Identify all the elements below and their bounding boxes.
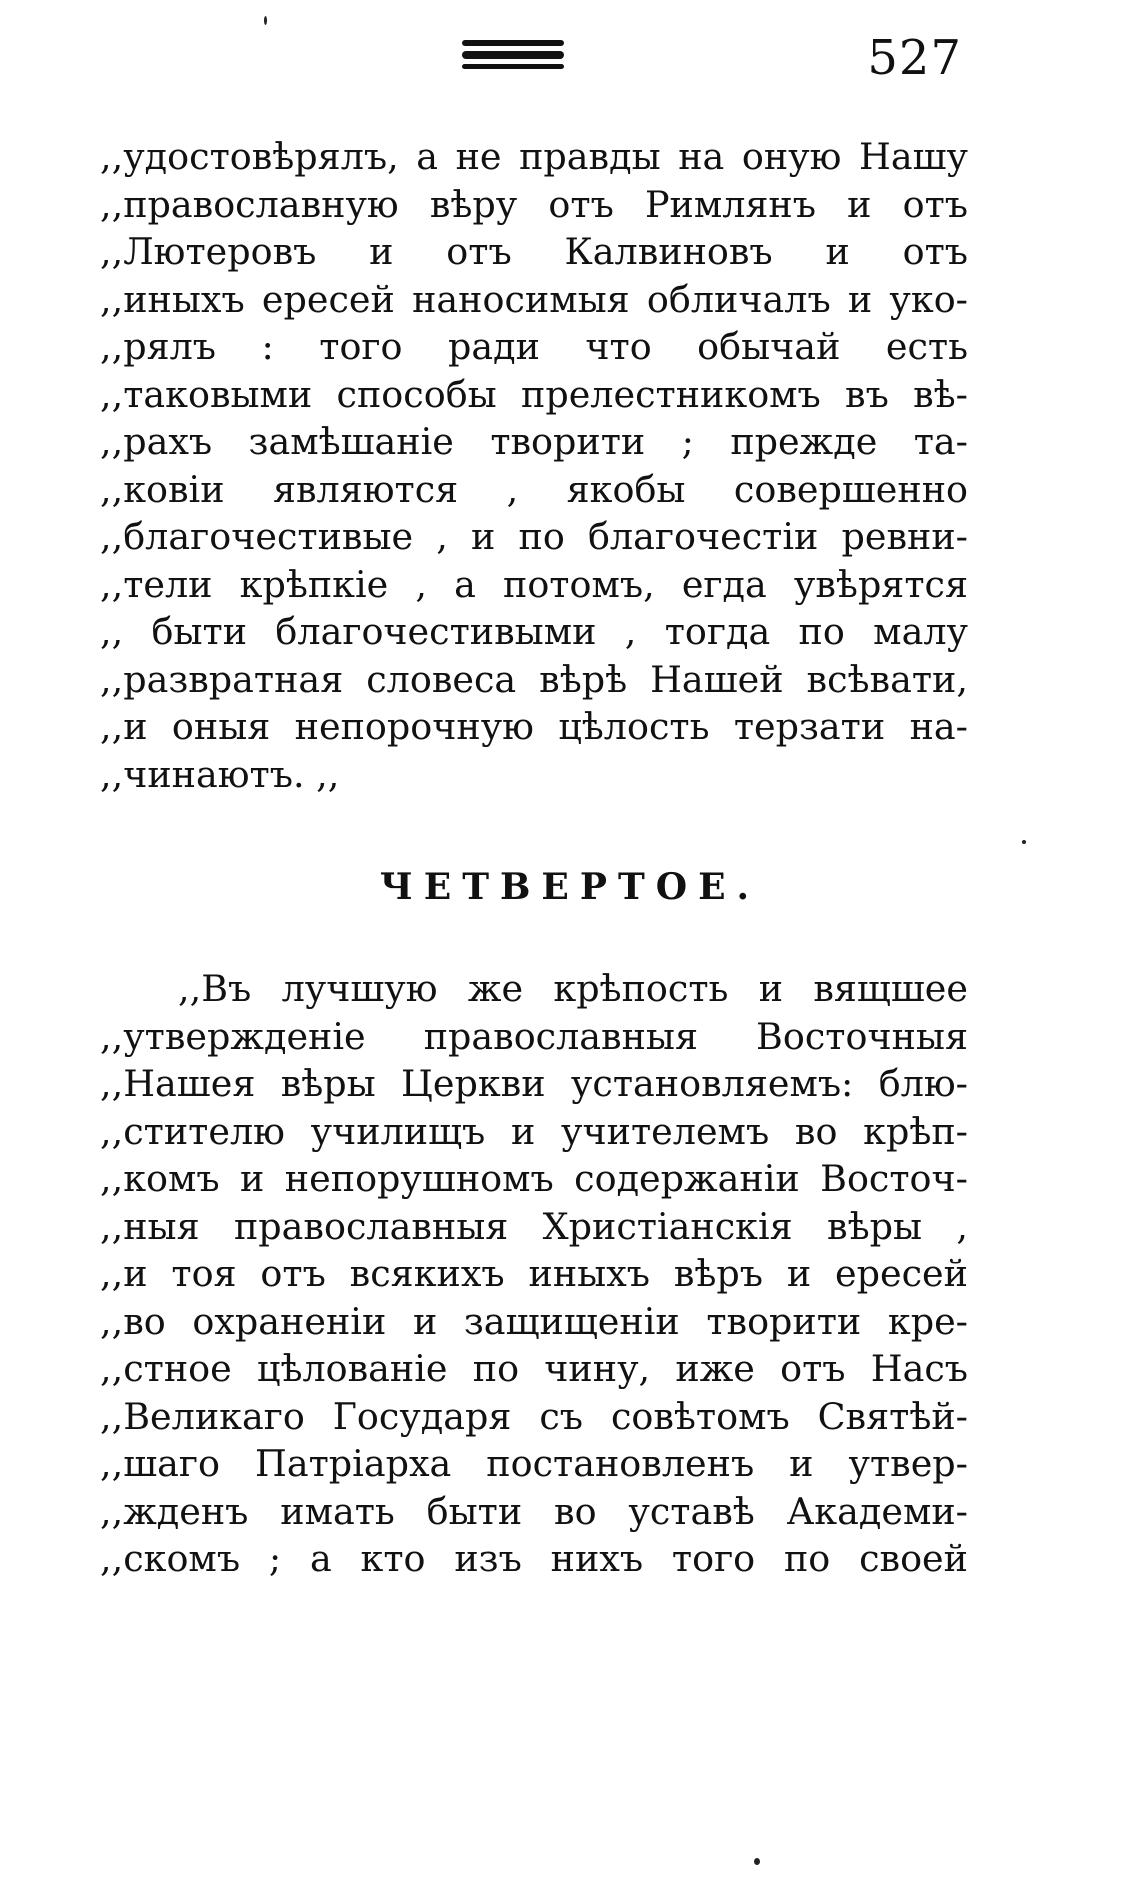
text-line: ,,удостовѣрялъ, а не правды на оную Нашу [100,135,968,178]
text-line: ,,ныя православныя Христіанскія вѣры , [100,1204,968,1248]
text-line: ,,тели крѣпкіе , а потомъ, егда увѣрятся [100,562,968,606]
text-line: ,,ковіи являются , якобы совершенно [100,467,968,511]
ornament-rule [462,40,564,46]
page-number: 527 [867,30,962,86]
header-ornament [462,40,564,70]
scan-speck [1022,840,1026,844]
text-line: ,,иныхъ ересей наносимыя обличалъ и уко- [100,277,968,321]
text-line: ,,рахъ замѣшаніе творити ; прежде та- [100,420,968,463]
scan-speck [754,1858,760,1865]
text-line: ,,Великаго Государя съ совѣтомъ Святѣй- [100,1394,968,1438]
section-heading: ЧЕТВЕРТОЕ. [379,866,761,908]
text-line: ,,Въ лучшую же крѣпость и вящшее [178,967,968,1010]
text-line: ,,комъ и непорушномъ содержаніи Восточ- [100,1157,968,1200]
ornament-rule [462,64,564,69]
text-line: ,,жденъ имать быти во уставѣ Академи- [100,1489,968,1533]
scan-speck [264,16,267,25]
text-line: ,,стное цѣлованіе по чину, иже отъ Насъ [100,1347,968,1390]
ornament-rule [462,51,564,59]
text-line: ,,Лютеровъ и отъ Калвиновъ и отъ [100,230,968,273]
paragraph [100,965,968,1583]
paragraph-continued [100,133,968,798]
text-line: ,,развратная словеса вѣрѣ Нашей всѣвати, [100,657,968,701]
text-line: ,,утвержденіе православныя Восточныя [100,1014,968,1058]
text-line: ,,рялъ : того ради что обычай есть [100,325,968,368]
text-line: ,,во охраненіи и защищеніи творити кре- [100,1299,968,1343]
text-line: ,,скомъ ; а кто изъ нихъ того по своей [100,1537,968,1580]
page-header [0,28,1140,98]
text-line: ,,Нашея вѣры Церкви установляемъ: блю- [100,1062,968,1105]
text-line: ,,шаго Патріарха постановленъ и утвер- [100,1442,968,1485]
text-line: ,,благочестивые , и по благочестіи ревни- [100,515,968,558]
text-line: ,, быти благочестивыми , тогда по малу [100,610,968,653]
text-line: ,,и оныя непорочную цѣлость терзати на- [100,705,968,748]
text-line: ,,и тоя отъ всякихъ иныхъ вѣръ и ересей [100,1252,968,1295]
text-line: ,,православную вѣру отъ Римлянъ и отъ [100,182,968,226]
text-line: ,,стителю училищъ и учителемъ во крѣп- [100,1109,968,1153]
text-line: ,,таковыми способы прелестникомъ въ вѣ- [100,372,968,416]
text-line: ,,чинаютъ. ,, [100,752,340,796]
